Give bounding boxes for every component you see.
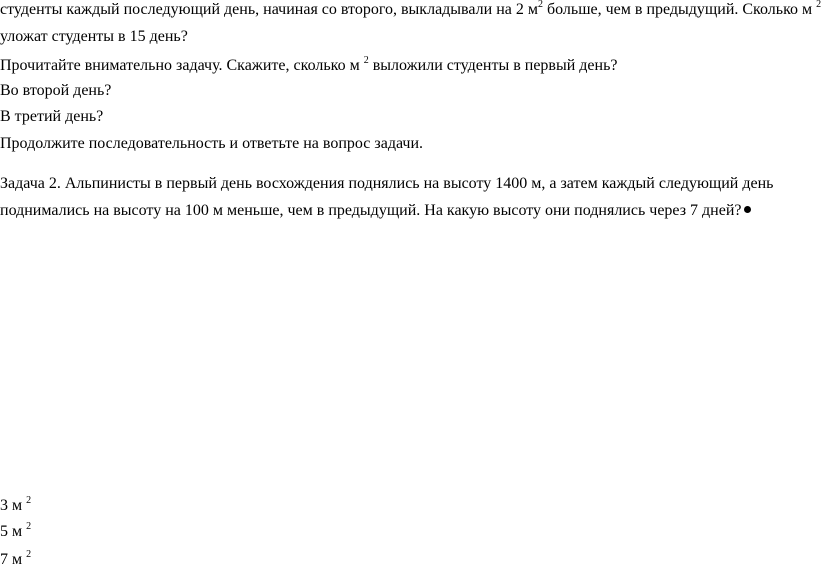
- problem1-line1: [0, 0, 821, 20]
- answer-text: 5 м: [0, 523, 27, 540]
- instruction-line1: [0, 56, 617, 76]
- problem1-text-a: студенты каждый последующий день, начиная со второго, выкладывали на 2 м: [0, 1, 538, 18]
- instruction-line4: Продолжите последовательность и ответьте на вопрос задачи.: [0, 135, 424, 152]
- superscript: 2: [537, 0, 543, 10]
- problem2-line1: Задача 2. Альпинисты в первый день восхождения поднялись на высоту 1400 м, а затем каждый следующий день: [0, 175, 774, 192]
- superscript: 2: [26, 494, 32, 506]
- bullet-dot-icon: [744, 206, 751, 213]
- instruction-line3: В третий день?: [0, 108, 104, 125]
- answer-item: [0, 522, 31, 542]
- answer-item: [0, 496, 31, 516]
- instruction-text-b: выложили студенты в первый день?: [368, 57, 618, 74]
- problem1-text-b: больше, чем в предыдущий. Сколько м: [542, 1, 813, 18]
- instruction-line2: Во второй день?: [0, 82, 112, 99]
- answer-text: 3 м: [0, 497, 27, 514]
- answer-text: 7 м: [0, 551, 27, 568]
- problem1-line2: уложат студенты в 15 день?: [0, 28, 188, 45]
- superscript: 2: [26, 548, 32, 560]
- superscript: 2: [816, 0, 821, 10]
- instruction-text-a: Прочитайте внимательно задачу. Скажите, сколько м: [0, 57, 360, 74]
- problem2-line2: [0, 201, 751, 221]
- superscript: 2: [363, 54, 369, 66]
- superscript: 2: [26, 520, 32, 532]
- problem2-text: поднимались на высоту на 100 м меньше, чем в предыдущий. На какую высоту они поднялись через 7 дней?: [0, 202, 742, 219]
- answer-item: [0, 550, 31, 570]
